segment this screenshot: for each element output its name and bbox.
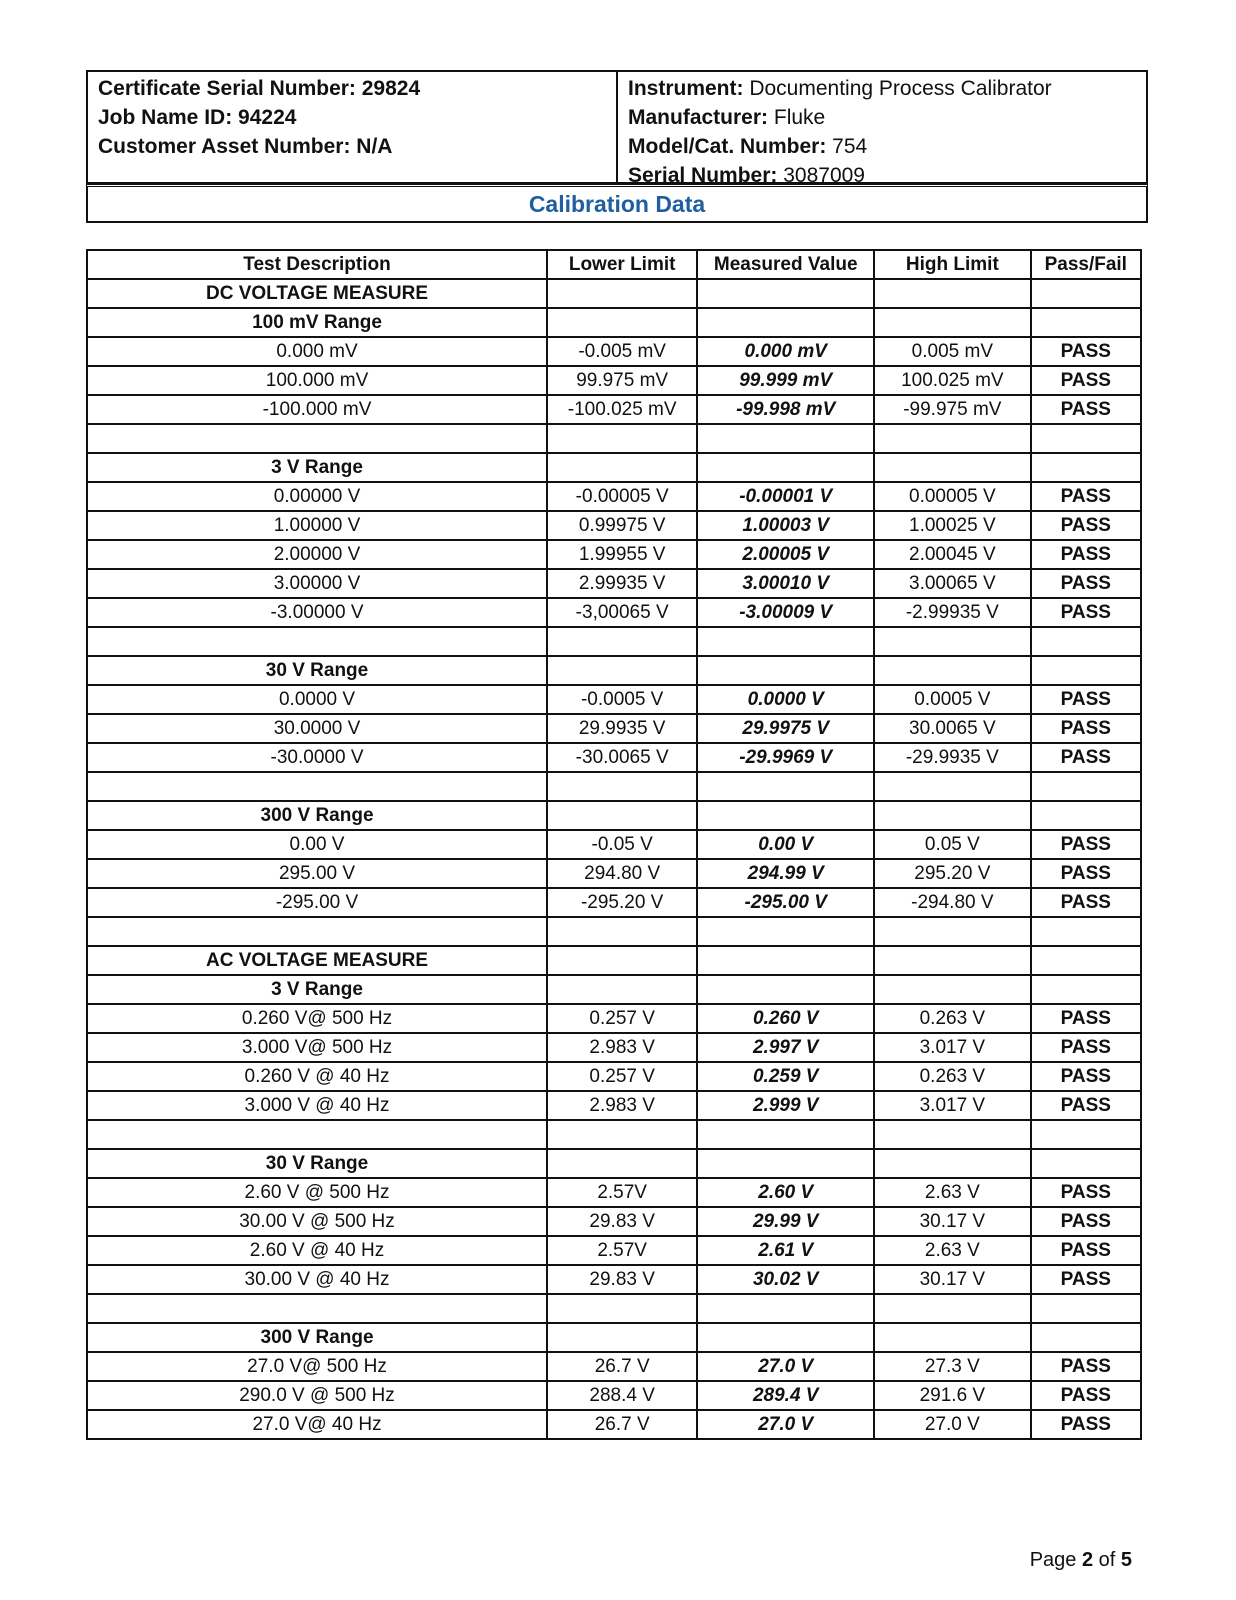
table-row — [87, 1381, 1141, 1410]
table-row — [87, 1062, 1141, 1091]
lower-limit-cell: -0.005 mV — [547, 337, 697, 366]
pass-fail-cell: PASS — [1031, 1381, 1141, 1410]
measured-value-cell: 0.0000 V — [697, 685, 874, 714]
lower-limit-cell — [547, 1294, 697, 1323]
test-description-cell: 2.00000 V — [87, 540, 547, 569]
pass-fail-cell — [1031, 308, 1141, 337]
test-description-cell: 0.00000 V — [87, 482, 547, 511]
section-row — [87, 975, 1141, 1004]
pass-fail-cell: PASS — [1031, 685, 1141, 714]
high-limit-cell — [874, 801, 1030, 830]
section-row — [87, 1149, 1141, 1178]
pass-fail-cell: PASS — [1031, 1410, 1141, 1439]
high-limit-cell: 0.263 V — [874, 1062, 1030, 1091]
test-description-cell: 300 V Range — [87, 801, 547, 830]
lower-limit-cell — [547, 627, 697, 656]
table-row — [87, 859, 1141, 888]
header-key: Model/Cat. Number: — [628, 135, 827, 158]
lower-limit-cell: -30.0065 V — [547, 743, 697, 772]
test-description-cell: 0.260 V @ 40 Hz — [87, 1062, 547, 1091]
high-limit-cell: 100.025 mV — [874, 366, 1030, 395]
section-row — [87, 453, 1141, 482]
high-limit-cell: 2.63 V — [874, 1236, 1030, 1265]
test-description-cell: 3.00000 V — [87, 569, 547, 598]
high-limit-cell: 291.6 V — [874, 1381, 1030, 1410]
measured-value-cell: 99.999 mV — [697, 366, 874, 395]
pass-fail-cell: PASS — [1031, 859, 1141, 888]
pass-fail-cell — [1031, 279, 1141, 308]
pass-fail-cell — [1031, 801, 1141, 830]
header-value: 754 — [826, 135, 868, 158]
test-description-cell: 2.60 V @ 40 Hz — [87, 1236, 547, 1265]
test-description-cell: 27.0 V@ 40 Hz — [87, 1410, 547, 1439]
section-title: Calibration Data — [86, 184, 1148, 223]
column-header: High Limit — [874, 250, 1030, 279]
pass-fail-cell — [1031, 656, 1141, 685]
pass-fail-cell: PASS — [1031, 1004, 1141, 1033]
test-description-cell — [87, 627, 547, 656]
measured-value-cell — [697, 453, 874, 482]
pass-fail-cell: PASS — [1031, 540, 1141, 569]
header-value: Fluke — [768, 106, 826, 129]
measured-value-cell: 2.60 V — [697, 1178, 874, 1207]
pass-fail-cell: PASS — [1031, 395, 1141, 424]
high-limit-cell — [874, 1149, 1030, 1178]
high-limit-cell — [874, 656, 1030, 685]
header-key: Job Name ID: 94224 — [98, 106, 297, 129]
high-limit-cell: 30.17 V — [874, 1265, 1030, 1294]
table-row — [87, 714, 1141, 743]
manufacturer-line — [628, 103, 1136, 132]
column-header: Test Description — [87, 250, 547, 279]
measured-value-cell: -295.00 V — [697, 888, 874, 917]
pass-fail-cell: PASS — [1031, 1062, 1141, 1091]
lower-limit-cell: 0.257 V — [547, 1004, 697, 1033]
high-limit-cell: -99.975 mV — [874, 395, 1030, 424]
lower-limit-cell: 2.57V — [547, 1178, 697, 1207]
pass-fail-cell — [1031, 424, 1141, 453]
lower-limit-cell: 0.99975 V — [547, 511, 697, 540]
high-limit-cell: -294.80 V — [874, 888, 1030, 917]
lower-limit-cell: 2.983 V — [547, 1091, 697, 1120]
lower-limit-cell — [547, 656, 697, 685]
pass-fail-cell — [1031, 1120, 1141, 1149]
test-description-cell: 3 V Range — [87, 975, 547, 1004]
lower-limit-cell — [547, 424, 697, 453]
lower-limit-cell: 2.983 V — [547, 1033, 697, 1062]
measured-value-cell: -0.00001 V — [697, 482, 874, 511]
high-limit-cell — [874, 946, 1030, 975]
high-limit-cell — [874, 453, 1030, 482]
measured-value-cell: 0.260 V — [697, 1004, 874, 1033]
high-limit-cell: 1.00025 V — [874, 511, 1030, 540]
table-row — [87, 1207, 1141, 1236]
high-limit-cell: -2.99935 V — [874, 598, 1030, 627]
high-limit-cell: 0.0005 V — [874, 685, 1030, 714]
measured-value-cell — [697, 656, 874, 685]
measured-value-cell: 29.9975 V — [697, 714, 874, 743]
measured-value-cell: 30.02 V — [697, 1265, 874, 1294]
table-row — [87, 1033, 1141, 1062]
pass-fail-cell: PASS — [1031, 1091, 1141, 1120]
test-description-cell: 0.260 V@ 500 Hz — [87, 1004, 547, 1033]
column-header: Measured Value — [697, 250, 874, 279]
measured-value-cell: 289.4 V — [697, 1381, 874, 1410]
pass-fail-cell: PASS — [1031, 888, 1141, 917]
test-description-cell — [87, 1120, 547, 1149]
test-description-cell: -30.0000 V — [87, 743, 547, 772]
test-description-cell — [87, 424, 547, 453]
spacer-row — [87, 1294, 1141, 1323]
high-limit-cell: 0.05 V — [874, 830, 1030, 859]
spacer-row — [87, 772, 1141, 801]
high-limit-cell: 295.20 V — [874, 859, 1030, 888]
certificate-header — [86, 70, 1148, 187]
table-row — [87, 1410, 1141, 1439]
page-number — [1030, 1549, 1132, 1572]
lower-limit-cell: 1.99955 V — [547, 540, 697, 569]
table-row — [87, 830, 1141, 859]
table-row — [87, 598, 1141, 627]
pass-fail-cell: PASS — [1031, 1033, 1141, 1062]
test-description-cell: 3 V Range — [87, 453, 547, 482]
measured-value-cell: 2.997 V — [697, 1033, 874, 1062]
test-description-cell: 30.0000 V — [87, 714, 547, 743]
lower-limit-cell — [547, 453, 697, 482]
pass-fail-cell: PASS — [1031, 511, 1141, 540]
test-description-cell: 27.0 V@ 500 Hz — [87, 1352, 547, 1381]
table-row — [87, 1178, 1141, 1207]
spacer-row — [87, 424, 1141, 453]
pass-fail-cell — [1031, 946, 1141, 975]
high-limit-cell — [874, 1323, 1030, 1352]
pass-fail-cell: PASS — [1031, 1207, 1141, 1236]
high-limit-cell — [874, 917, 1030, 946]
section-row — [87, 308, 1141, 337]
high-limit-cell: -29.9935 V — [874, 743, 1030, 772]
test-description-cell: -3.00000 V — [87, 598, 547, 627]
header-key: Manufacturer: — [628, 106, 769, 129]
test-description-cell — [87, 1294, 547, 1323]
table-row — [87, 511, 1141, 540]
pass-fail-cell — [1031, 1294, 1141, 1323]
test-description-cell: 0.00 V — [87, 830, 547, 859]
measured-value-cell — [697, 627, 874, 656]
lower-limit-cell — [547, 917, 697, 946]
high-limit-cell — [874, 772, 1030, 801]
table-row — [87, 1004, 1141, 1033]
measured-value-cell — [697, 424, 874, 453]
lower-limit-cell — [547, 946, 697, 975]
table-row — [87, 1352, 1141, 1381]
measured-value-cell: -99.998 mV — [697, 395, 874, 424]
lower-limit-cell: -3,00065 V — [547, 598, 697, 627]
table-row — [87, 685, 1141, 714]
header-key: Certificate Serial Number: 29824 — [98, 77, 421, 100]
lower-limit-cell: 26.7 V — [547, 1352, 697, 1381]
high-limit-cell: 2.00045 V — [874, 540, 1030, 569]
pass-fail-cell: PASS — [1031, 366, 1141, 395]
pass-fail-cell: PASS — [1031, 714, 1141, 743]
pass-fail-cell: PASS — [1031, 743, 1141, 772]
table-row — [87, 743, 1141, 772]
header-value: Documenting Process Calibrator — [743, 77, 1052, 100]
lower-limit-cell: -0.00005 V — [547, 482, 697, 511]
table-row — [87, 366, 1141, 395]
lower-limit-cell: 29.9935 V — [547, 714, 697, 743]
test-description-cell: 100 mV Range — [87, 308, 547, 337]
test-description-cell: 100.000 mV — [87, 366, 547, 395]
spacer-row — [87, 627, 1141, 656]
lower-limit-cell — [547, 801, 697, 830]
measured-value-cell: 3.00010 V — [697, 569, 874, 598]
test-description-cell: DC VOLTAGE MEASURE — [87, 279, 547, 308]
measured-value-cell: -3.00009 V — [697, 598, 874, 627]
pass-fail-cell — [1031, 772, 1141, 801]
lower-limit-cell: -0.05 V — [547, 830, 697, 859]
measured-value-cell: 29.99 V — [697, 1207, 874, 1236]
pass-fail-cell: PASS — [1031, 830, 1141, 859]
lower-limit-cell — [547, 279, 697, 308]
column-header: Pass/Fail — [1031, 250, 1141, 279]
header-key: Serial Number: — [628, 164, 778, 187]
table-row — [87, 1091, 1141, 1120]
lower-limit-cell: 26.7 V — [547, 1410, 697, 1439]
test-description-cell: 30.00 V @ 500 Hz — [87, 1207, 547, 1236]
lower-limit-cell: -100.025 mV — [547, 395, 697, 424]
pass-fail-cell: PASS — [1031, 482, 1141, 511]
instrument-info — [618, 72, 1146, 187]
pass-fail-cell — [1031, 453, 1141, 482]
measured-value-cell — [697, 917, 874, 946]
lower-limit-cell: 2.57V — [547, 1236, 697, 1265]
instrument-line — [628, 74, 1136, 103]
test-description-cell — [87, 917, 547, 946]
lower-limit-cell: -295.20 V — [547, 888, 697, 917]
section-row — [87, 279, 1141, 308]
pass-fail-cell: PASS — [1031, 337, 1141, 366]
high-limit-cell: 2.63 V — [874, 1178, 1030, 1207]
lower-limit-cell: 29.83 V — [547, 1207, 697, 1236]
page-total: 5 — [1120, 1549, 1132, 1571]
pass-fail-cell: PASS — [1031, 1265, 1141, 1294]
table-row — [87, 1265, 1141, 1294]
certificate-serial-line — [98, 74, 606, 103]
test-description-cell: -100.000 mV — [87, 395, 547, 424]
page-of: of — [1093, 1549, 1121, 1571]
lower-limit-cell: 288.4 V — [547, 1381, 697, 1410]
test-description-cell: 0.0000 V — [87, 685, 547, 714]
header-key: Customer Asset Number: N/A — [98, 135, 393, 158]
test-description-cell: 3.000 V @ 40 Hz — [87, 1091, 547, 1120]
lower-limit-cell: 294.80 V — [547, 859, 697, 888]
test-description-cell: -295.00 V — [87, 888, 547, 917]
test-description-cell: 2.60 V @ 500 Hz — [87, 1178, 547, 1207]
certificate-info — [88, 72, 618, 182]
lower-limit-cell — [547, 1149, 697, 1178]
test-description-cell: AC VOLTAGE MEASURE — [87, 946, 547, 975]
measured-value-cell: 2.999 V — [697, 1091, 874, 1120]
measured-value-cell — [697, 946, 874, 975]
test-description-cell: 290.0 V @ 500 Hz — [87, 1381, 547, 1410]
high-limit-cell: 3.00065 V — [874, 569, 1030, 598]
test-description-cell — [87, 772, 547, 801]
pass-fail-cell — [1031, 975, 1141, 1004]
lower-limit-cell — [547, 308, 697, 337]
measured-value-cell — [697, 1323, 874, 1352]
table-row — [87, 337, 1141, 366]
measured-value-cell: 27.0 V — [697, 1352, 874, 1381]
job-name-line — [98, 103, 606, 132]
pass-fail-cell: PASS — [1031, 569, 1141, 598]
test-description-cell: 1.00000 V — [87, 511, 547, 540]
measured-value-cell: 2.00005 V — [697, 540, 874, 569]
high-limit-cell — [874, 975, 1030, 1004]
test-description-cell: 300 V Range — [87, 1323, 547, 1352]
table-row — [87, 1236, 1141, 1265]
pass-fail-cell — [1031, 917, 1141, 946]
high-limit-cell — [874, 1294, 1030, 1323]
table-header-row — [87, 250, 1141, 279]
test-description-cell: 0.000 mV — [87, 337, 547, 366]
measured-value-cell — [697, 308, 874, 337]
table-row — [87, 395, 1141, 424]
high-limit-cell: 3.017 V — [874, 1033, 1030, 1062]
high-limit-cell: 30.17 V — [874, 1207, 1030, 1236]
lower-limit-cell — [547, 772, 697, 801]
lower-limit-cell: -0.0005 V — [547, 685, 697, 714]
page-prefix: Page — [1029, 1549, 1082, 1571]
high-limit-cell: 0.00005 V — [874, 482, 1030, 511]
table-row — [87, 482, 1141, 511]
measured-value-cell: 27.0 V — [697, 1410, 874, 1439]
measured-value-cell — [697, 279, 874, 308]
measured-value-cell: 0.259 V — [697, 1062, 874, 1091]
model-line — [628, 132, 1136, 161]
pass-fail-cell — [1031, 1149, 1141, 1178]
pass-fail-cell — [1031, 1323, 1141, 1352]
pass-fail-cell — [1031, 627, 1141, 656]
high-limit-cell: 0.005 mV — [874, 337, 1030, 366]
test-description-cell: 3.000 V@ 500 Hz — [87, 1033, 547, 1062]
column-header: Lower Limit — [547, 250, 697, 279]
measured-value-cell — [697, 1120, 874, 1149]
section-row — [87, 801, 1141, 830]
high-limit-cell — [874, 424, 1030, 453]
table-row — [87, 888, 1141, 917]
table-row — [87, 540, 1141, 569]
measured-value-cell: -29.9969 V — [697, 743, 874, 772]
pass-fail-cell: PASS — [1031, 598, 1141, 627]
asset-number-line — [98, 132, 606, 161]
test-description-cell: 30 V Range — [87, 656, 547, 685]
lower-limit-cell — [547, 1323, 697, 1352]
calibration-table — [86, 249, 1142, 1440]
measured-value-cell: 294.99 V — [697, 859, 874, 888]
spacer-row — [87, 1120, 1141, 1149]
lower-limit-cell: 29.83 V — [547, 1265, 697, 1294]
high-limit-cell: 27.0 V — [874, 1410, 1030, 1439]
high-limit-cell: 0.263 V — [874, 1004, 1030, 1033]
spacer-row — [87, 917, 1141, 946]
section-row — [87, 1323, 1141, 1352]
pass-fail-cell: PASS — [1031, 1352, 1141, 1381]
high-limit-cell — [874, 1120, 1030, 1149]
high-limit-cell: 27.3 V — [874, 1352, 1030, 1381]
page-current: 2 — [1081, 1549, 1094, 1571]
measured-value-cell: 2.61 V — [697, 1236, 874, 1265]
header-value: 3087009 — [777, 164, 865, 187]
test-description-cell: 295.00 V — [87, 859, 547, 888]
measured-value-cell: 1.00003 V — [697, 511, 874, 540]
test-description-cell: 30.00 V @ 40 Hz — [87, 1265, 547, 1294]
high-limit-cell: 30.0065 V — [874, 714, 1030, 743]
measured-value-cell — [697, 1149, 874, 1178]
lower-limit-cell — [547, 975, 697, 1004]
measured-value-cell — [697, 801, 874, 830]
measured-value-cell: 0.00 V — [697, 830, 874, 859]
lower-limit-cell: 99.975 mV — [547, 366, 697, 395]
pass-fail-cell: PASS — [1031, 1178, 1141, 1207]
section-row — [87, 946, 1141, 975]
header-key: Instrument: — [628, 77, 744, 100]
table-row — [87, 569, 1141, 598]
measured-value-cell: 0.000 mV — [697, 337, 874, 366]
lower-limit-cell — [547, 1120, 697, 1149]
test-description-cell: 30 V Range — [87, 1149, 547, 1178]
high-limit-cell: 3.017 V — [874, 1091, 1030, 1120]
pass-fail-cell: PASS — [1031, 1236, 1141, 1265]
high-limit-cell — [874, 279, 1030, 308]
section-row — [87, 656, 1141, 685]
lower-limit-cell: 2.99935 V — [547, 569, 697, 598]
measured-value-cell — [697, 975, 874, 1004]
measured-value-cell — [697, 772, 874, 801]
high-limit-cell — [874, 308, 1030, 337]
measured-value-cell — [697, 1294, 874, 1323]
lower-limit-cell: 0.257 V — [547, 1062, 697, 1091]
high-limit-cell — [874, 627, 1030, 656]
